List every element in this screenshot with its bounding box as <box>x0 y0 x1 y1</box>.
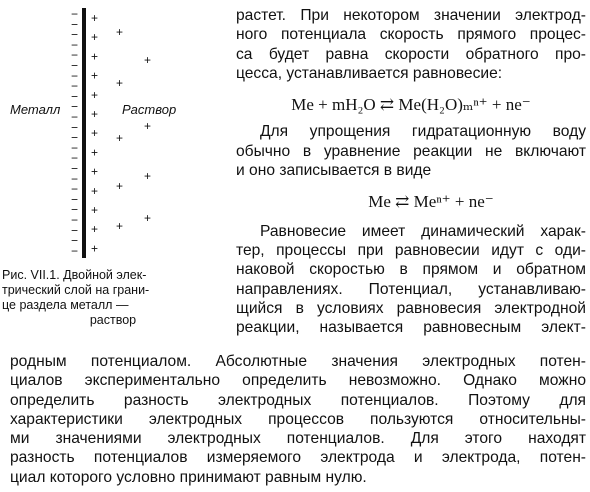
text-line: тер, процессы при равновесии идут с оди- <box>236 241 586 259</box>
text-line: определить разность электродных потенциалов. Поэтому для <box>10 391 586 409</box>
negative-charge-mark: − <box>71 213 79 227</box>
text-line: цесса, устанавливается равновесие: <box>236 64 503 82</box>
positive-charge-mark: + <box>91 68 99 83</box>
solution-cation-mark: + <box>144 119 152 133</box>
solution-cation-mark: + <box>116 219 124 233</box>
solution-cation-mark: + <box>116 76 124 90</box>
negative-charge-mark: − <box>71 99 79 114</box>
negative-charge-mark: − <box>71 68 79 83</box>
negative-charge-mark: − <box>71 171 79 186</box>
figure-caption <box>2 268 224 328</box>
solution-cation-mark: + <box>116 25 124 39</box>
text-line: направлениях. Потенциал, устанавливаю- <box>236 280 586 298</box>
solution-cation-mark: + <box>144 169 152 183</box>
positive-charge-mark: + <box>91 107 99 121</box>
negative-charge-mark: − <box>71 233 79 248</box>
equation-simple: Me ⇄ Meⁿ⁺ + ne⁻ <box>368 192 494 212</box>
caption-line-4: раствор <box>89 313 137 327</box>
text-line: щийся в условиях равновесия электродной <box>236 299 586 317</box>
negative-charge-mark: − <box>71 27 79 42</box>
solution-cation-mark: + <box>144 53 152 67</box>
negative-charge-mark: − <box>71 202 79 217</box>
double-layer-figure <box>4 8 222 263</box>
text-line: циалов экспериментально определить невозможно. Однако можно <box>10 372 586 390</box>
solution-cation-mark: + <box>116 131 124 145</box>
text-line: Для упрощения гидратационную воду <box>260 123 586 141</box>
solution-label: Раствор <box>122 102 177 117</box>
text-line: Равновесие имеет динамический харак- <box>260 222 586 240</box>
metal-label: Металл <box>10 102 61 117</box>
positive-charge-mark: + <box>91 49 99 64</box>
positive-charge-mark: + <box>91 126 99 141</box>
positive-charge-mark: + <box>91 30 99 45</box>
negative-charge-mark: − <box>71 140 79 155</box>
negative-charge-mark: − <box>71 110 79 124</box>
positive-charge-mark: + <box>91 203 99 217</box>
negative-charge-mark: − <box>71 89 79 104</box>
negative-charge-mark: − <box>71 58 79 73</box>
negative-charge-mark: − <box>71 182 79 197</box>
text-line: ного потенциала скорость прямого процес- <box>236 26 586 44</box>
negative-charge-mark: − <box>71 17 79 32</box>
positive-charge-mark: + <box>91 164 99 179</box>
text-column <box>236 6 586 337</box>
negative-charge-mark: − <box>71 48 79 63</box>
negative-charge-mark: − <box>71 79 79 94</box>
negative-charge-mark: − <box>71 243 79 258</box>
text-line: ми значениями электродных потенциалов. Для этого находят <box>10 430 586 448</box>
negative-charge-mark: − <box>71 8 79 21</box>
negative-charge-mark: − <box>71 130 79 145</box>
text-line: родным потенциалом. Абсолютные значения электродных потен- <box>10 353 586 370</box>
text-line: са будет равна скорости обратного про- <box>236 45 586 63</box>
positive-charge-mark: + <box>91 222 99 237</box>
positive-charge-mark: + <box>91 145 99 160</box>
text-line: разность потенциалов измеряемого электрода и электрода, потен- <box>10 449 586 467</box>
caption-line-1: Рис. VII.1. Двойной элек- <box>2 268 147 282</box>
positive-charge-mark: + <box>91 11 99 25</box>
negative-charge-mark: − <box>71 223 79 238</box>
bottom-paragraph <box>10 352 586 487</box>
double-layer-diagram <box>4 8 222 263</box>
text-line: обычно в уравнение реакции не включают <box>236 142 586 160</box>
equation-hydration: Me + mH₂O ⇄ Me(H₂O)ₘⁿ⁺ + ne⁻ <box>291 95 531 115</box>
negative-charge-mark: − <box>71 192 79 207</box>
text-line: наковой скоростью в прямом и обратном <box>236 261 586 279</box>
positive-charge-mark: + <box>91 183 99 198</box>
text-line: растет. При некотором значении электрод- <box>236 7 586 24</box>
solution-cation-mark: + <box>116 179 124 193</box>
text-line: реакции, называется равновесным элект- <box>236 319 586 337</box>
text-line: циал которого условно принимают равным нулю. <box>10 468 367 486</box>
positive-charge-mark: + <box>91 241 99 256</box>
caption-line-2: трический слой на грани- <box>2 283 150 297</box>
negative-charge-mark: − <box>71 161 79 176</box>
text-line: характеристики электродных процессов пользуются относительны- <box>10 410 586 428</box>
negative-charge-mark: − <box>71 37 79 52</box>
text-line: и оно записывается в виде <box>236 162 432 180</box>
negative-charge-mark: − <box>71 151 79 166</box>
caption-line-3: це раздела металл — <box>2 298 129 312</box>
negative-charge-mark: − <box>71 120 79 135</box>
solution-cation-mark: + <box>144 211 152 225</box>
positive-charge-mark: + <box>91 87 99 102</box>
